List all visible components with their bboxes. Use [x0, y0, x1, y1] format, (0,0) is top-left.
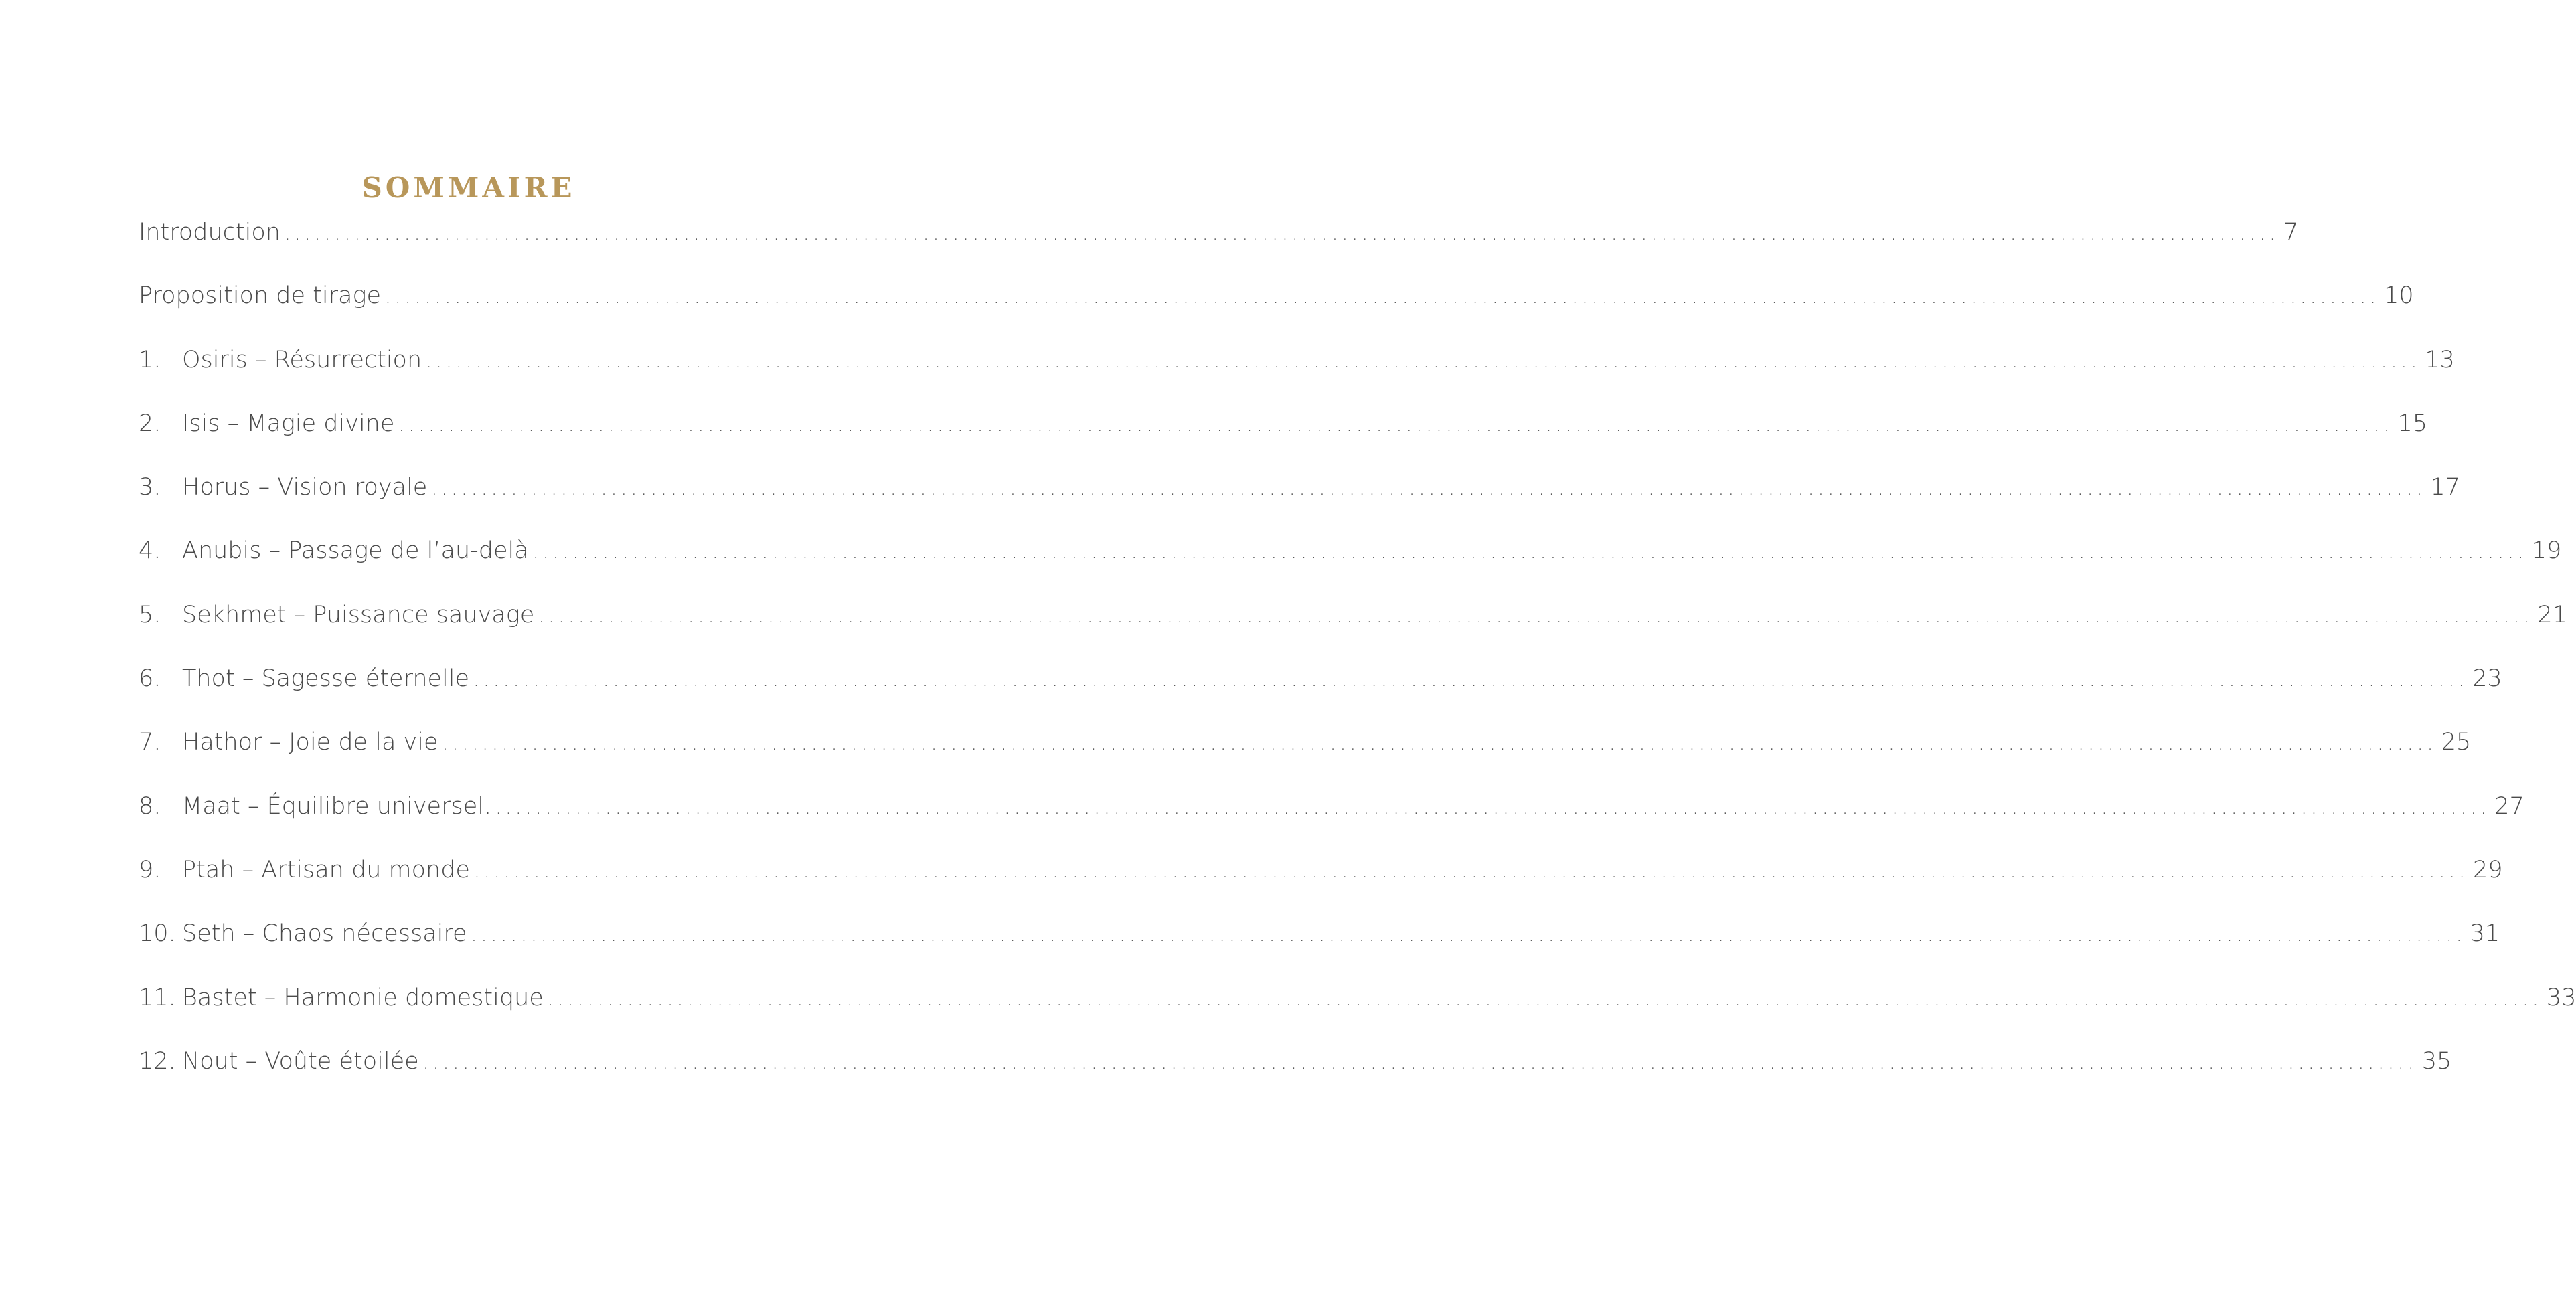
toc-entry-number: 12.: [139, 1047, 176, 1075]
toc-entry-page: 10: [2384, 282, 2414, 310]
toc-entry-sekhmet[interactable]: [139, 601, 2567, 667]
toc-entry-number: 10.: [139, 920, 176, 948]
toc-entry-number: 8.: [139, 792, 161, 820]
dot-leader: ........................................................................................................................................................................................................: [473, 859, 2470, 882]
dot-leader: ........................................................................................................................................................................................................: [495, 796, 2491, 818]
dot-leader: ........................................................................................................................................................................................................: [422, 1051, 2418, 1073]
toc-entry-number: 7.: [139, 729, 161, 756]
toc-entry-horus[interactable]: [139, 474, 2460, 539]
toc-entry-label: Ptah – Artisan du monde: [182, 856, 470, 883]
dot-leader: ........................................................................................................................................................................................................: [547, 987, 2543, 1010]
dot-leader: ........................................................................................................................................................................................................: [431, 477, 2427, 500]
toc-entry-page: 27: [2494, 792, 2524, 820]
toc-entry-maat[interactable]: [139, 792, 2524, 859]
toc-entry-page: 17: [2430, 474, 2460, 501]
toc-entry-label: Osiris – Résurrection: [182, 346, 422, 373]
toc-entry-number: 9.: [139, 856, 161, 883]
toc-entry-page: 13: [2425, 346, 2455, 373]
toc-entry-number: 4.: [139, 537, 161, 565]
toc-entry-label: Seth – Chaos nécessaire: [182, 920, 467, 948]
toc-entry-page: 23: [2472, 665, 2502, 693]
dot-leader: ........................................................................................................................................................................................................: [442, 732, 2437, 755]
dot-leader: ........................................................................................................................................................................................................: [284, 222, 2280, 244]
dot-leader: ........................................................................................................................................................................................................: [538, 604, 2534, 627]
toc-entry-page: 29: [2473, 856, 2503, 883]
toc-entry-label: Introduction: [139, 219, 280, 246]
toc-entry-page: 31: [2470, 920, 2500, 948]
toc-entry-bastet[interactable]: [139, 984, 2576, 1050]
toc-entry-label: Thot – Sagesse éternelle: [182, 665, 470, 693]
toc-entry-label: Sekhmet – Puissance sauvage: [182, 601, 535, 628]
toc-entry-label: Proposition de tirage: [139, 282, 381, 310]
dot-leader: ........................................................................................................................................................................................................: [426, 349, 2421, 372]
toc-entry-number: 3.: [139, 474, 161, 501]
toc-entry-label: Isis – Magie divine: [182, 410, 395, 437]
toc-entry-number: 6.: [139, 665, 161, 693]
toc-entry-page: 33: [2546, 984, 2576, 1011]
toc-list: [139, 219, 2576, 1114]
toc-entry-label: Anubis – Passage de l’au-delà: [182, 537, 529, 565]
toc-entry-number: 5.: [139, 601, 161, 628]
toc-entry-page: 35: [2421, 1047, 2452, 1075]
toc-entry-label: Bastet – Harmonie domestique: [182, 984, 544, 1011]
dot-leader: ........................................................................................................................................................................................................: [473, 669, 2469, 691]
dot-leader: ........................................................................................................................................................................................................: [384, 286, 2381, 309]
toc-entry-label: Maat – Équilibre universel.: [182, 792, 492, 820]
toc-entry-label: Hathor – Joie de la vie: [182, 729, 438, 756]
toc-entry-label: Horus – Vision royale: [182, 474, 428, 501]
toc-entry-osiris[interactable]: [139, 346, 2455, 412]
toc-entry-anubis[interactable]: [139, 537, 2562, 603]
dot-leader: ........................................................................................................................................................................................................: [398, 413, 2394, 436]
toc-entry-number: 11.: [139, 984, 176, 1011]
toc-entry-ptah[interactable]: [139, 856, 2503, 922]
toc-entry-isis[interactable]: [139, 410, 2428, 476]
toc-entry-page: 15: [2397, 410, 2428, 437]
toc-entry-page: 7: [2283, 219, 2299, 246]
toc-entry-thot[interactable]: [139, 665, 2502, 731]
page-title: SOMMAIRE: [361, 171, 576, 205]
toc-entry-page: 19: [2531, 537, 2562, 565]
toc-entry-number: 1.: [139, 346, 161, 373]
dot-leader: ........................................................................................................................................................................................................: [532, 541, 2528, 564]
toc-entry-page: 25: [2441, 729, 2472, 756]
toc-entry-introduction[interactable]: [139, 219, 2299, 284]
toc-entry-nout[interactable]: [139, 1047, 2452, 1114]
toc-entry-hathor[interactable]: [139, 729, 2472, 794]
toc-entry-number: 2.: [139, 410, 161, 437]
toc-entry-proposition-de-tirage[interactable]: [139, 282, 2414, 348]
toc-entry-seth[interactable]: [139, 920, 2500, 986]
toc-entry-page: 21: [2537, 601, 2567, 628]
toc-entry-label: Nout – Voûte étoilée: [182, 1047, 419, 1075]
dot-leader: ........................................................................................................................................................................................................: [471, 924, 2466, 946]
